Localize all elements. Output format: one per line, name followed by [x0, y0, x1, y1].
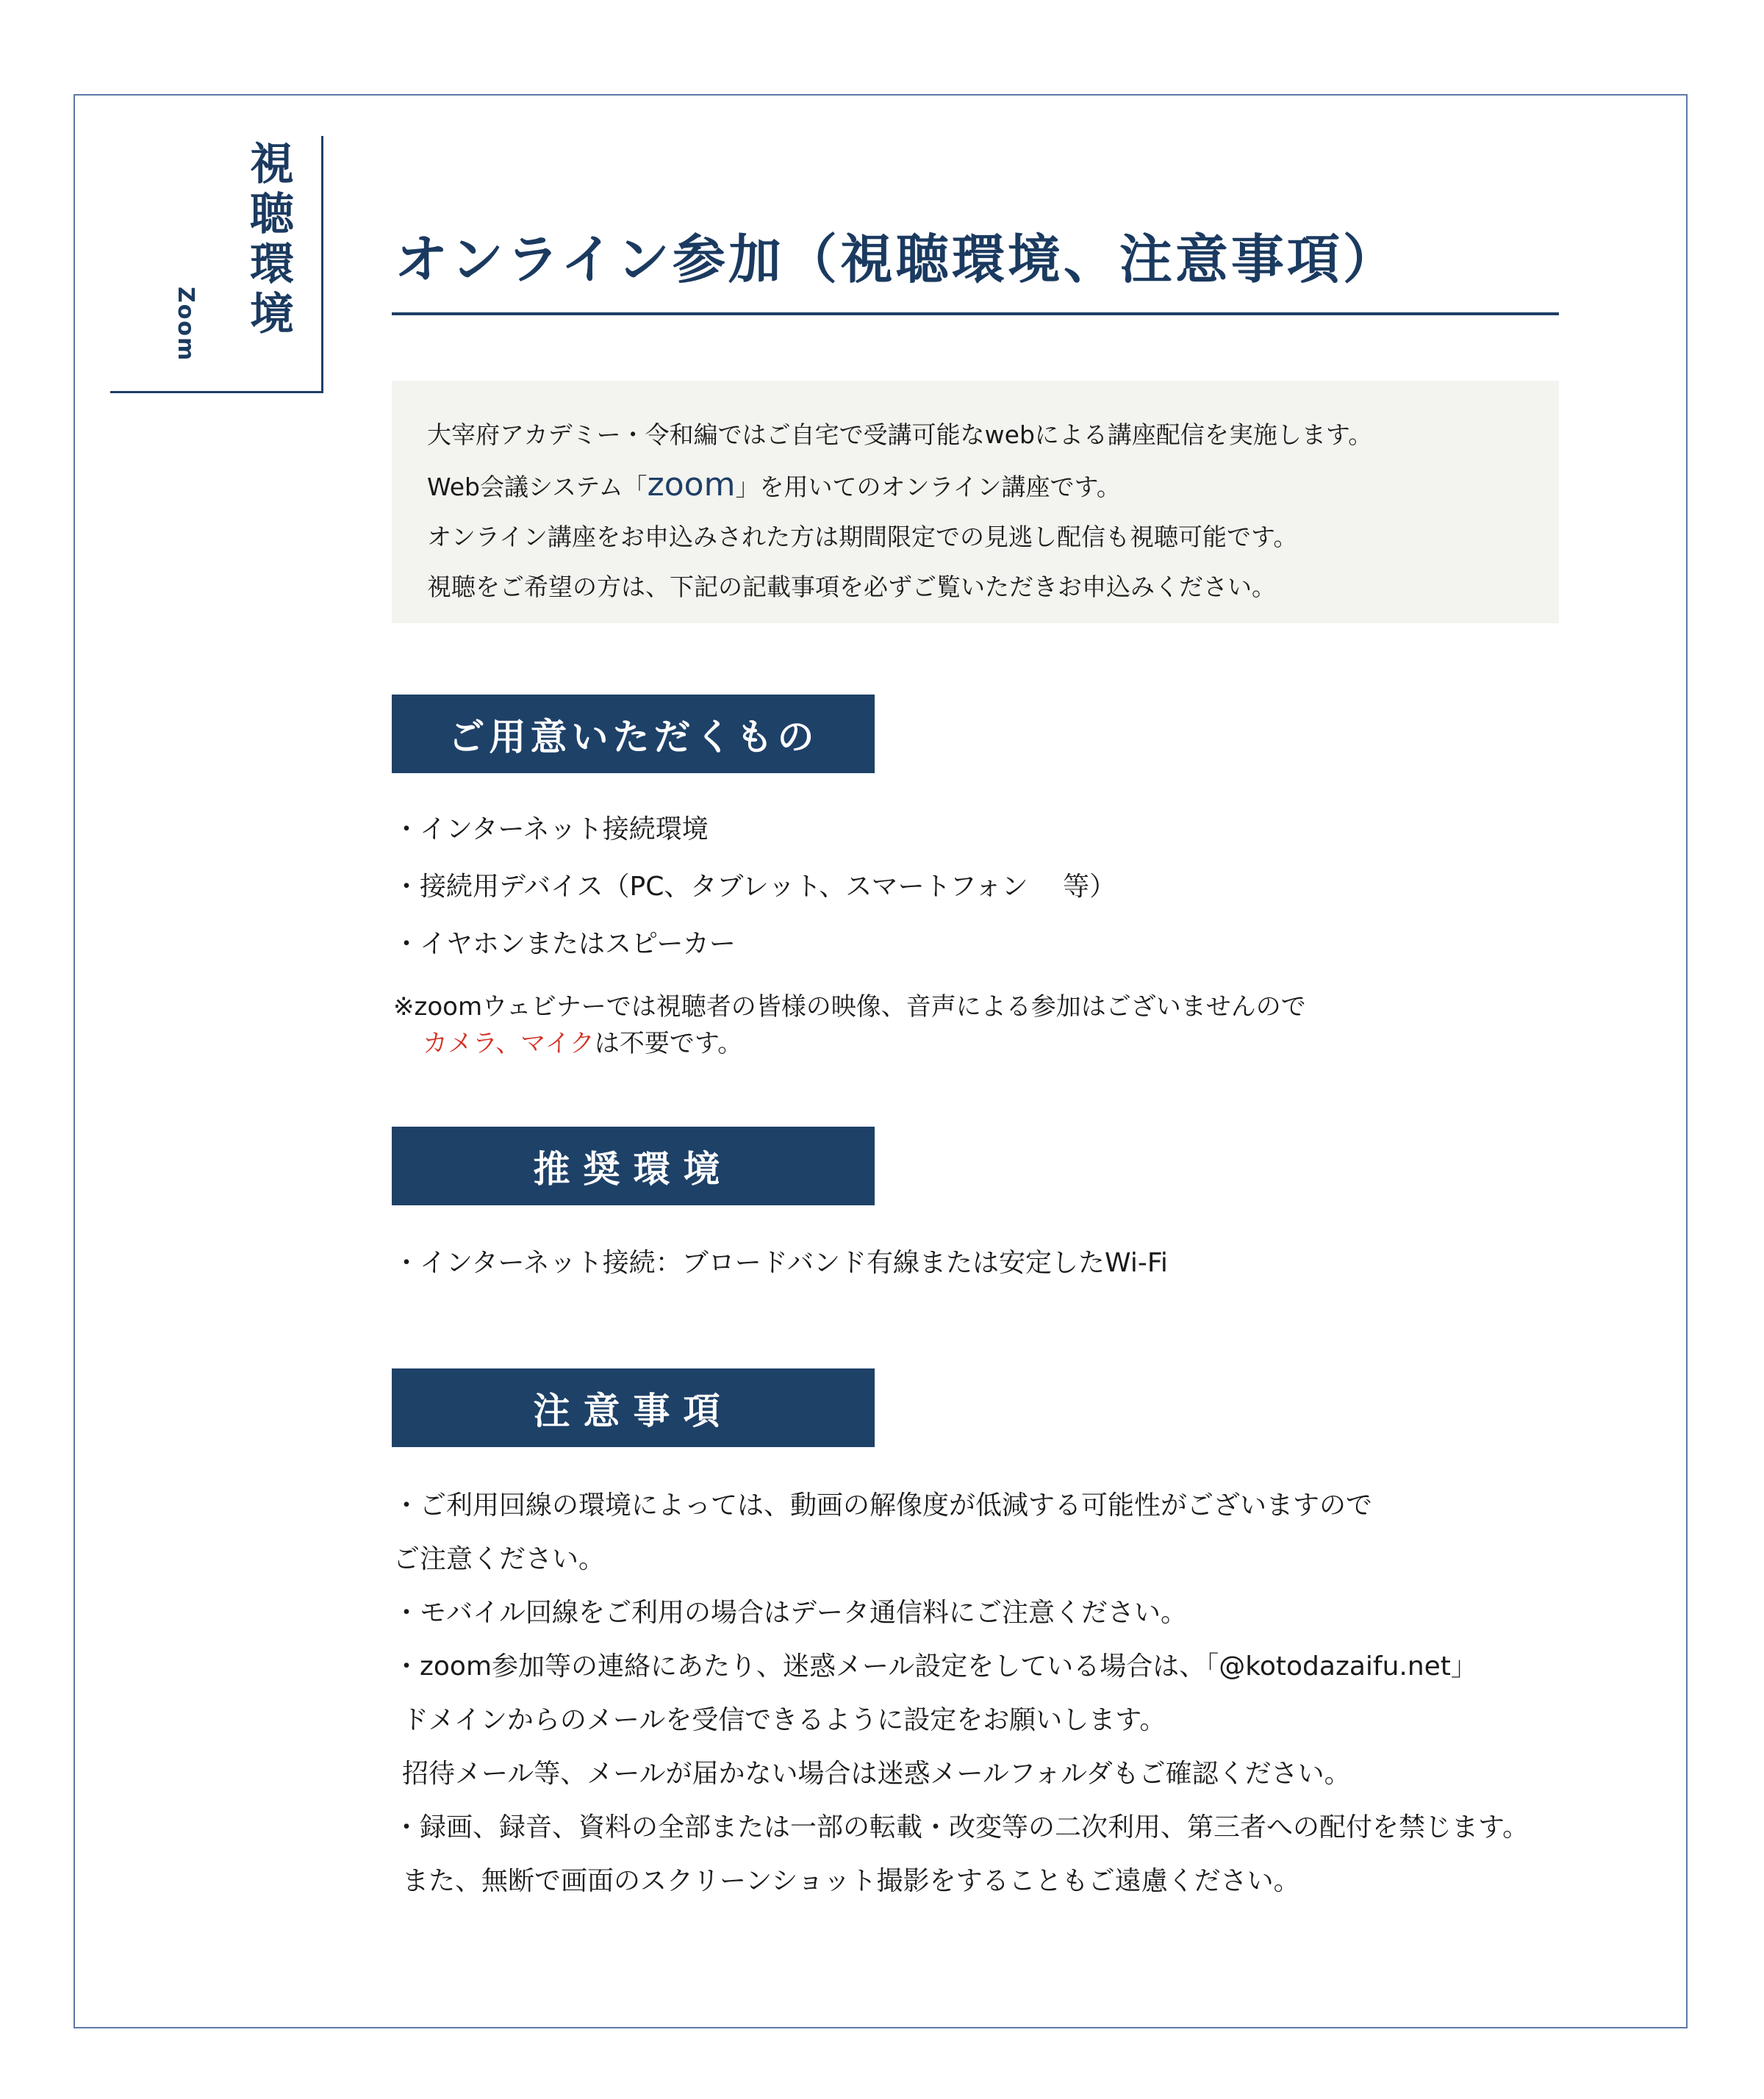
prepare-note-red: カメラ、マイク: [423, 1029, 595, 1058]
intro-line-3: オンライン講座をお申込みされた方は期間限定での見逃し配信も視聴可能です。: [427, 523, 1298, 551]
section-heading-prepare: ご用意いただくもの: [392, 695, 875, 773]
intro-zoom-word: zoom: [647, 466, 736, 503]
intro-box: [392, 381, 1559, 623]
side-kanji-4: 境: [250, 289, 294, 340]
list-item: ・録画、録音、資料の全部または一部の転載・改変等の二次利用、第三者への配付を禁じます。: [393, 1812, 1530, 1843]
side-label-sub: Zoom: [173, 287, 198, 362]
list-item: 招待メール等、メールが届かない場合は迷惑メールフォルダもご確認ください。: [402, 1759, 1351, 1789]
prepare-note: [393, 988, 1306, 1062]
prepare-note-line-2: [393, 1025, 1306, 1062]
list-item: ・イヤホンまたはスピーカー: [393, 929, 736, 959]
list-item: また、無断で画面のスクリーンショット撮影をすることもご遠慮ください。: [402, 1866, 1300, 1896]
side-kanji-1: 視: [250, 139, 294, 190]
list-item: ・ご利用回線の環境によっては、動画の解像度が低減する可能性がございますので: [393, 1490, 1373, 1521]
intro-line-4: 視聴をご希望の方は、下記の記載事項を必ずご覧いただきお申込みください。: [427, 573, 1276, 601]
recommended-list: [393, 1235, 1643, 1292]
list-item: ・zoom参加等の連絡にあたり、迷惑メール設定をしている場合は、「@kotodazaifu.net」: [393, 1651, 1477, 1682]
intro-line-1: 大宰府アカデミー・令和編ではご自宅で受講可能なwebによる講座配信を実施します。: [427, 420, 1373, 449]
side-kanji-2: 聴: [250, 189, 294, 240]
list-item: ・接続用デバイス（PC、タブレット、スマートフォン 等）: [393, 872, 1116, 902]
side-kanji-3: 環: [250, 239, 294, 290]
prepare-note-line-1: ※zoomウェビナーでは視聴者の皆様の映像、音声による参加はございませんので: [393, 992, 1306, 1022]
prepare-list: [393, 801, 1643, 973]
page-title: オンライン参加（視聴環境、注意事項）: [395, 229, 1399, 290]
intro-line-2: [427, 460, 1559, 512]
prepare-note-rest: は不要です。: [594, 1029, 743, 1058]
section-heading-cautions: 注意事項: [392, 1368, 875, 1447]
list-item: ご注意ください。: [393, 1544, 606, 1574]
cautions-list: [393, 1479, 1643, 1908]
list-item: ・インターネット接続：ブロードバンド有線または安定したWi-Fi: [393, 1248, 1168, 1278]
list-item: ・インターネット接続環境: [393, 814, 709, 844]
side-label-kanji: [239, 140, 305, 340]
title-underline: [392, 312, 1559, 315]
intro-line-2-pre: Web会議システム「: [427, 473, 648, 501]
intro-line-2-post: 」を用いてのオンライン講座です。: [735, 473, 1121, 501]
list-item: ドメインからのメールを受信できるように設定をお願いします。: [402, 1705, 1166, 1735]
section-heading-recommended: 推奨環境: [392, 1127, 875, 1205]
list-item: ・モバイル回線をご利用の場合はデータ通信料にご注意ください。: [393, 1598, 1188, 1628]
